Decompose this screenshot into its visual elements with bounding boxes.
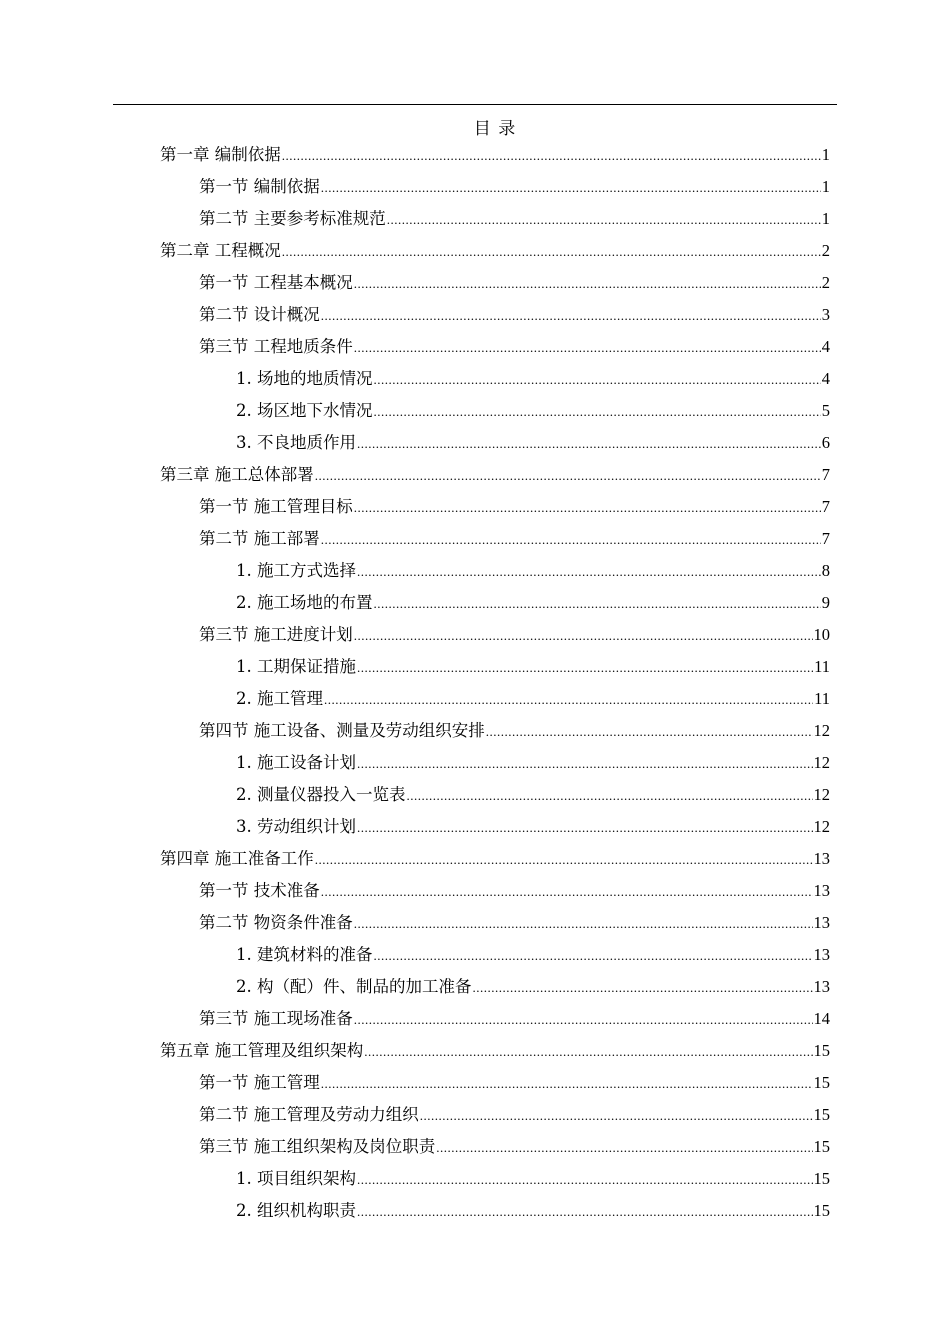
toc-entry-title: 第三节 施工组织架构及岗位职责 xyxy=(199,1137,436,1156)
toc-page-number: 7 xyxy=(821,465,830,484)
toc-entry-title: 2. 施工场地的布置 xyxy=(236,593,373,612)
toc-entry-title: 2. 施工管理 xyxy=(236,689,323,708)
toc-entry[interactable] xyxy=(160,460,830,490)
toc-entry[interactable] xyxy=(199,1100,830,1130)
toc-entry[interactable] xyxy=(236,396,830,426)
toc-entry-title: 第一节 工程基本概况 xyxy=(199,273,353,292)
header-rule xyxy=(113,104,837,105)
toc-entry-title: 3. 劳动组织计划 xyxy=(236,817,356,836)
toc-page-number: 14 xyxy=(813,1009,830,1028)
toc-entry[interactable] xyxy=(236,812,830,842)
toc-page-number: 12 xyxy=(813,817,830,836)
toc-entry-title: 第一节 施工管理 xyxy=(199,1073,320,1092)
toc-page-number: 4 xyxy=(821,337,830,356)
toc-entry[interactable] xyxy=(199,268,830,298)
toc-page-number: 12 xyxy=(813,721,830,740)
toc-entry[interactable] xyxy=(199,524,830,554)
toc-dot-leader xyxy=(357,1165,813,1195)
toc-dot-leader xyxy=(321,301,821,331)
toc-entry[interactable] xyxy=(236,972,830,1002)
toc-entry[interactable] xyxy=(160,140,830,170)
toc-dot-leader xyxy=(364,1037,812,1067)
toc-entry[interactable] xyxy=(236,556,830,586)
toc-dot-leader xyxy=(357,813,813,843)
toc-entry-title: 第三节 施工进度计划 xyxy=(199,625,353,644)
toc-dot-leader xyxy=(321,525,821,555)
toc-page-number: 2 xyxy=(821,273,830,292)
toc-entry[interactable] xyxy=(236,428,830,458)
toc-entry-title: 1. 项目组织架构 xyxy=(236,1169,356,1188)
toc-entry-title: 第四章 施工准备工作 xyxy=(160,849,314,868)
toc-dot-leader xyxy=(354,909,813,939)
toc-dot-leader xyxy=(282,141,821,171)
toc-entry-title: 第二节 施工管理及劳动力组织 xyxy=(199,1105,419,1124)
toc-page-number: 2 xyxy=(821,241,830,260)
toc-entry-title: 2. 构（配）件、制品的加工准备 xyxy=(236,977,472,996)
toc-dot-leader xyxy=(354,269,821,299)
toc-page-number: 11 xyxy=(814,657,830,676)
toc-dot-leader xyxy=(436,1133,812,1163)
toc-entry-title: 第三章 施工总体部署 xyxy=(160,465,314,484)
toc-page-number: 3 xyxy=(821,305,830,324)
toc-page-number: 7 xyxy=(821,529,830,548)
toc-page-number: 13 xyxy=(813,913,830,932)
toc-page-number: 8 xyxy=(821,561,830,580)
toc-entry[interactable] xyxy=(236,364,830,394)
toc-dot-leader xyxy=(357,1197,813,1227)
toc-title: 目 录 xyxy=(473,119,517,139)
toc-entry-title: 2. 场区地下水情况 xyxy=(236,401,373,420)
toc-page-number: 5 xyxy=(821,401,830,420)
toc-entry[interactable] xyxy=(199,620,830,650)
toc-page-number: 15 xyxy=(813,1105,830,1124)
toc-entry[interactable] xyxy=(199,1068,830,1098)
toc-entry[interactable] xyxy=(236,1196,830,1226)
toc-entry-title: 第二章 工程概况 xyxy=(160,241,281,260)
toc-dot-leader xyxy=(374,941,813,971)
toc-entry[interactable] xyxy=(199,332,830,362)
toc-entry-title: 第二节 物资条件准备 xyxy=(199,913,353,932)
toc-page-number: 1 xyxy=(821,145,830,164)
toc-entry-title: 1. 施工方式选择 xyxy=(236,561,356,580)
toc-entry[interactable] xyxy=(199,1132,830,1162)
toc-entry-title: 第五章 施工管理及组织架构 xyxy=(160,1041,364,1060)
toc-dot-leader xyxy=(354,493,821,523)
toc-page-number: 15 xyxy=(813,1073,830,1092)
toc-entry-title: 2. 组织机构职责 xyxy=(236,1201,356,1220)
toc-dot-leader xyxy=(354,1005,813,1035)
toc-entry-title: 2. 测量仪器投入一览表 xyxy=(236,785,406,804)
toc-entry[interactable] xyxy=(236,748,830,778)
toc-dot-leader xyxy=(324,685,813,715)
toc-dot-leader xyxy=(374,397,821,427)
toc-page-number: 12 xyxy=(813,785,830,804)
toc-page-number: 15 xyxy=(813,1201,830,1220)
toc-page-number: 6 xyxy=(821,433,830,452)
toc-dot-leader xyxy=(486,717,813,747)
toc-entry[interactable] xyxy=(160,1036,830,1066)
toc-entry[interactable] xyxy=(236,588,830,618)
toc-entry-title: 第一节 施工管理目标 xyxy=(199,497,353,516)
toc-dot-leader xyxy=(407,781,813,811)
toc-entry[interactable] xyxy=(236,1164,830,1194)
toc-entry[interactable] xyxy=(199,716,830,746)
toc-entry-title: 第二节 主要参考标准规范 xyxy=(199,209,386,228)
toc-dot-leader xyxy=(321,877,813,907)
toc-page-number: 7 xyxy=(821,497,830,516)
toc-entry-title: 3. 不良地质作用 xyxy=(236,433,356,452)
toc-dot-leader xyxy=(387,205,821,235)
toc-page-number: 13 xyxy=(813,849,830,868)
toc-dot-leader xyxy=(357,749,813,779)
toc-dot-leader xyxy=(354,333,821,363)
toc-entry-title: 第一节 编制依据 xyxy=(199,177,320,196)
toc-entry-title: 第三节 工程地质条件 xyxy=(199,337,353,356)
toc-dot-leader xyxy=(420,1101,813,1131)
toc-entry[interactable] xyxy=(199,204,830,234)
toc-entry[interactable] xyxy=(199,492,830,522)
toc-page-number: 12 xyxy=(813,753,830,772)
toc-dot-leader xyxy=(354,621,813,651)
toc-page-number: 1 xyxy=(821,177,830,196)
toc-dot-leader xyxy=(374,365,821,395)
toc-entry-title: 第二节 施工部署 xyxy=(199,529,320,548)
toc-entry-title: 1. 施工设备计划 xyxy=(236,753,356,772)
toc-dot-leader xyxy=(357,429,821,459)
toc-page-number: 13 xyxy=(813,945,830,964)
toc-page-number: 15 xyxy=(813,1137,830,1156)
toc-dot-leader xyxy=(374,589,821,619)
toc-entry[interactable] xyxy=(236,652,830,682)
toc-page-number: 10 xyxy=(813,625,830,644)
toc-entry[interactable] xyxy=(199,1004,830,1034)
toc-entry-title: 第二节 设计概况 xyxy=(199,305,320,324)
toc-dot-leader xyxy=(357,653,813,683)
toc-page-number: 15 xyxy=(813,1041,830,1060)
toc-entry[interactable] xyxy=(236,780,830,810)
toc-entry-title: 1. 场地的地质情况 xyxy=(236,369,373,388)
toc-dot-leader xyxy=(315,461,821,491)
toc-page-number: 1 xyxy=(821,209,830,228)
toc-entry[interactable] xyxy=(160,236,830,266)
toc-entry[interactable] xyxy=(199,300,830,330)
toc-entry-title: 第一章 编制依据 xyxy=(160,145,281,164)
toc-page-number: 15 xyxy=(813,1169,830,1188)
toc-entry[interactable] xyxy=(199,908,830,938)
toc-entry-title: 第三节 施工现场准备 xyxy=(199,1009,353,1028)
toc-page-number: 11 xyxy=(814,689,830,708)
toc-entry-title: 第四节 施工设备、测量及劳动组织安排 xyxy=(199,721,485,740)
toc-entry[interactable] xyxy=(236,940,830,970)
toc-dot-leader xyxy=(282,237,821,267)
toc-entry-title: 第一节 技术准备 xyxy=(199,881,320,900)
toc-entry-title: 1. 工期保证措施 xyxy=(236,657,356,676)
toc-page-number: 13 xyxy=(813,977,830,996)
toc-entry[interactable] xyxy=(199,876,830,906)
toc-dot-leader xyxy=(321,1069,813,1099)
toc-page-number: 13 xyxy=(813,881,830,900)
toc-dot-leader xyxy=(321,173,821,203)
toc-page-number: 9 xyxy=(821,593,830,612)
toc-entry[interactable] xyxy=(199,172,830,202)
toc-entry-title: 1. 建筑材料的准备 xyxy=(236,945,373,964)
toc-dot-leader xyxy=(357,557,821,587)
toc-dot-leader xyxy=(315,845,813,875)
toc-entry[interactable] xyxy=(160,844,830,874)
toc-dot-leader xyxy=(473,973,813,1003)
toc-entry[interactable] xyxy=(236,684,830,714)
toc-page-number: 4 xyxy=(821,369,830,388)
